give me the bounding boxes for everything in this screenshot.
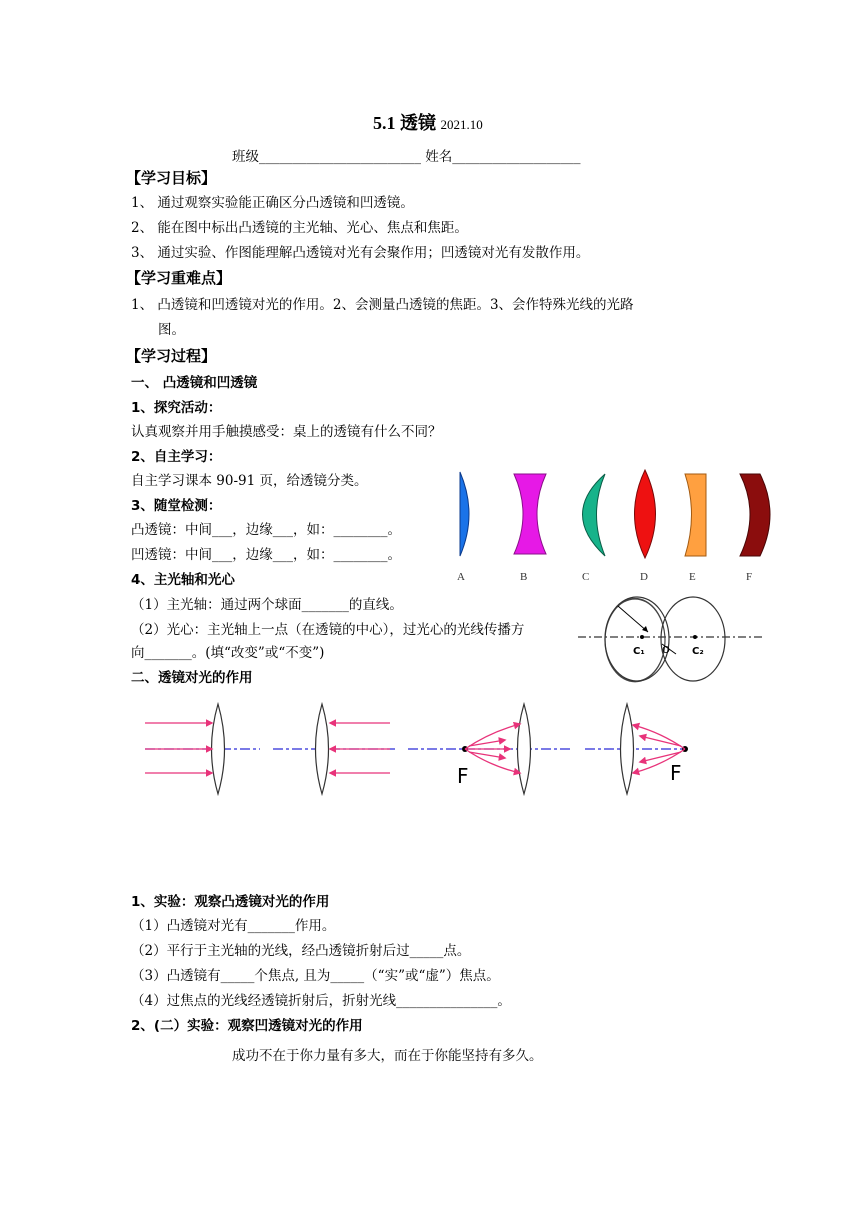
sphere-circle-1 bbox=[605, 597, 669, 681]
label-c2: C₂ bbox=[692, 646, 704, 657]
ray-figure-1 bbox=[145, 704, 260, 794]
keypoints-line-1: 1、 凸透镜和凹透镜对光的作用。2、会测量凸透镜的焦距。3、会作特殊光线的光路 bbox=[131, 297, 634, 313]
convex-check-line: 凸透镜：中间___，边缘___，如：________。 bbox=[131, 522, 401, 538]
lens-label-c: C bbox=[582, 571, 590, 583]
goal-item-2: 2、 能在图中标出凸透镜的主光轴、光心、焦点和焦距。 bbox=[131, 220, 468, 236]
concave-check-line: 凹透镜：中间___，边缘___，如：________。 bbox=[131, 547, 401, 563]
process-heading: 【学习过程】 bbox=[126, 347, 217, 365]
lens-f-shape bbox=[740, 474, 770, 556]
convex-lens-ray-figure bbox=[140, 700, 700, 800]
optical-center-diagram bbox=[578, 596, 762, 686]
check-heading: 3、随堂检测： bbox=[131, 498, 222, 514]
lens-label-a: A bbox=[457, 571, 465, 583]
activity-text: 认真观察并用手触摸感受：桌上的透镜有什么不同？ bbox=[131, 424, 442, 440]
goal-item-1: 1、 通过观察实验能正确区分凸透镜和凹透镜。 bbox=[131, 195, 414, 211]
label-o: O bbox=[662, 645, 670, 656]
experiment-1-item-1: （1）凸透镜对光有_______作用。 bbox=[131, 918, 336, 934]
page-title bbox=[373, 109, 483, 135]
lens-a-shape bbox=[460, 472, 469, 556]
experiment-2-heading: 2、(二）实验：观察凹透镜对光的作用 bbox=[131, 1018, 363, 1034]
lens-label-e: E bbox=[689, 571, 696, 583]
experiment-1-item-2: （2）平行于主光轴的光线，经凸透镜折射后过_____点。 bbox=[131, 943, 471, 959]
title-date: 2021.10 bbox=[440, 117, 483, 132]
title-text: 5.1 透镜 bbox=[373, 113, 436, 133]
experiment-1-item-3: （3）凸透镜有_____个焦点, 且为_____（“实”或“虚”）焦点。 bbox=[131, 968, 500, 984]
activity-heading: 1、探究活动： bbox=[131, 400, 222, 416]
sphere-circle-2 bbox=[661, 597, 725, 681]
axis-heading: 4、主光轴和光心 bbox=[131, 572, 235, 588]
keypoints-heading: 【学习重难点】 bbox=[126, 269, 232, 287]
focus-label-right: F bbox=[670, 761, 682, 785]
lens-label-b: B bbox=[520, 571, 528, 583]
section-2-heading: 二、透镜对光的作用 bbox=[131, 670, 253, 686]
experiment-1-heading: 1、实验：观察凸透镜对光的作用 bbox=[131, 894, 330, 910]
section-1-heading: 一、 凸透镜和凹透镜 bbox=[131, 375, 258, 391]
optical-center-line-2: 向_______。(填“改变”或“不变”) bbox=[131, 645, 325, 661]
keypoints-line-2: 图。 bbox=[158, 322, 185, 338]
motto: 成功不在于你力量有多大，而在于你能坚持有多久。 bbox=[232, 1048, 543, 1064]
lens-types-figure bbox=[445, 465, 785, 590]
focus-label-left: F bbox=[457, 764, 469, 788]
ray-figure-3 bbox=[408, 704, 570, 794]
goal-item-3: 3、 通过实验、作图能理解凸透镜对光有会聚作用；凹透镜对光有发散作用。 bbox=[131, 245, 590, 261]
lens-e-shape bbox=[685, 474, 706, 556]
ray-figure-2 bbox=[273, 704, 395, 794]
class-name-line: 班级________________________ 姓名___________________ bbox=[232, 149, 581, 165]
lens-label-f: F bbox=[746, 571, 753, 583]
optical-center-line-1: （2）光心：主光轴上一点（在透镜的中心），过光心的光线传播方 bbox=[131, 622, 525, 638]
label-c1: C₁ bbox=[633, 646, 645, 657]
ray-figure-4 bbox=[585, 704, 688, 794]
main-axis-line: （1）主光轴：通过两个球面_______的直线。 bbox=[131, 597, 403, 613]
self-study-text: 自主学习课本 90-91 页，给透镜分类。 bbox=[131, 473, 368, 489]
self-study-heading: 2、自主学习： bbox=[131, 449, 222, 465]
experiment-1-item-4: （4）过焦点的光线经透镜折射后，折射光线_______________。 bbox=[131, 993, 511, 1009]
lens-label-d: D bbox=[640, 571, 648, 583]
lens-c-shape bbox=[583, 474, 606, 556]
lens-b-shape bbox=[514, 474, 546, 554]
lens-d-shape bbox=[635, 470, 656, 558]
goals-heading: 【学习目标】 bbox=[126, 169, 217, 187]
